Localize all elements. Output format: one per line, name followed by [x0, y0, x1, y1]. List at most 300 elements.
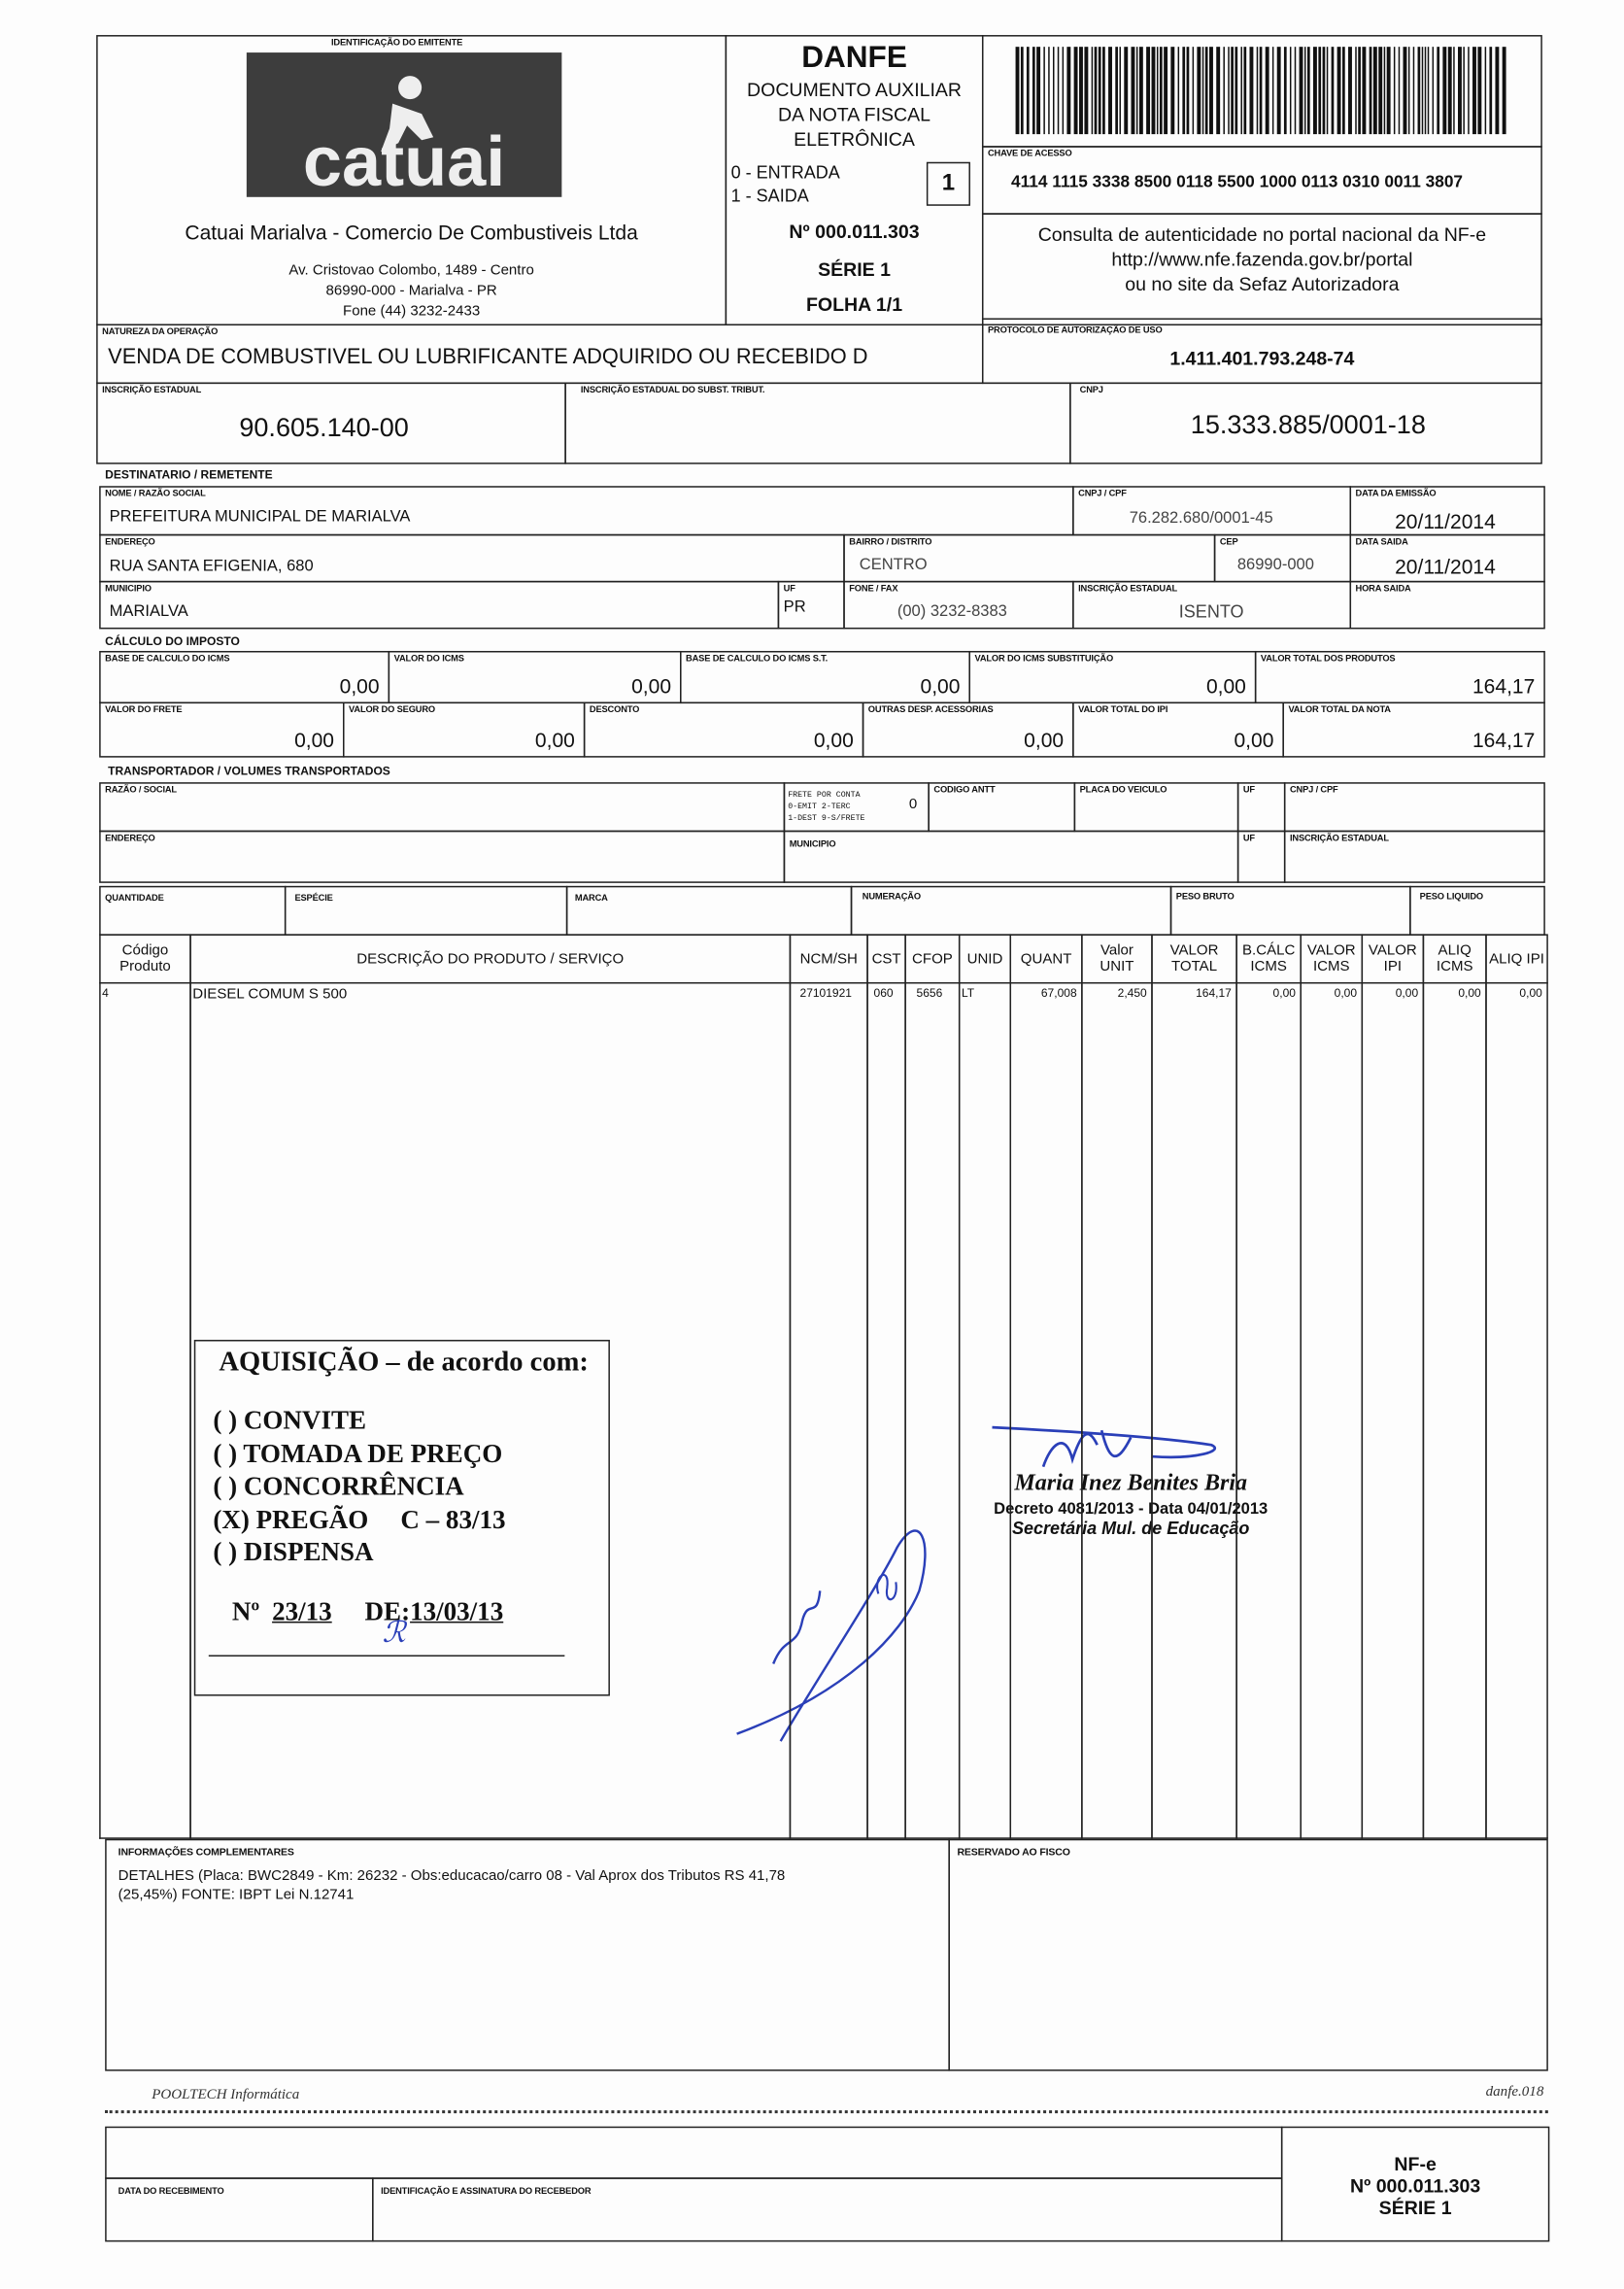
barcode-bar — [1223, 47, 1225, 134]
dest-bairro-label: BAIRRO / DISTRITO — [849, 536, 932, 548]
danfe-title: DANFE — [801, 41, 907, 75]
barcode-bar — [1337, 47, 1341, 134]
imposto-cell — [343, 702, 585, 758]
barcode-bar — [1164, 47, 1167, 134]
barcode-bar — [1307, 47, 1310, 134]
fisco-box — [948, 1839, 1547, 2071]
transp-antt-label: CODIGO ANTT — [933, 785, 996, 796]
table-column — [189, 982, 791, 1839]
stamp-numero-prefix: Nº — [231, 1596, 260, 1626]
barcode-bar — [1048, 47, 1050, 134]
barcode-bar — [1485, 47, 1487, 134]
chave-value: 4114 1115 3338 8500 0118 5500 1000 0113 0310 0011 3807 — [1011, 173, 1464, 191]
table-header: UNID — [959, 934, 1011, 983]
table-column — [866, 982, 906, 1839]
cnpj-emitente-label: CNPJ — [1079, 385, 1103, 396]
barcode-bar — [1243, 47, 1246, 134]
transp-ie-box — [1284, 831, 1545, 883]
dest-cnpj-label: CNPJ / CPF — [1078, 489, 1127, 499]
table-column — [1300, 982, 1363, 1839]
table-column — [790, 982, 868, 1839]
dest-saida: 20/11/2014 — [1395, 554, 1496, 578]
barcode-bar — [1300, 47, 1303, 134]
dest-bairro-box — [843, 534, 1215, 583]
barcode-bar — [1362, 47, 1366, 134]
barcode-bar — [1231, 47, 1234, 134]
footer-version: danfe.018 — [1485, 2084, 1544, 2101]
barcode-bar — [1058, 47, 1060, 134]
transp-razao-label: RAZÃO / SOCIAL — [105, 785, 177, 796]
imposto-cell — [680, 651, 970, 703]
barcode-bar — [1422, 47, 1424, 134]
stamp-pregao-ref: C – 83/13 — [400, 1504, 506, 1534]
inscricao-st-label: INSCRIÇÃO ESTADUAL DO SUBST. TRIBUT. — [580, 385, 765, 396]
dest-ie-label: INSCRIÇÃO ESTADUAL — [1078, 583, 1178, 595]
dest-cep: 86990-000 — [1236, 556, 1314, 574]
barcode-bar — [1408, 47, 1410, 134]
barcode-bar — [1404, 47, 1407, 134]
consulta-line-1: Consulta de autenticidade no portal nacional da NF-e — [1037, 222, 1487, 246]
barcode-bar — [1178, 47, 1180, 134]
transporte-section: TRANSPORTADOR / VOLUMES TRANSPORTADOS — [108, 765, 390, 778]
fisco-label: RESERVADO AO FISCO — [957, 1847, 1070, 1859]
barcode-bar — [1102, 47, 1105, 134]
canhoto-data-label: DATA DO RECEBIMENTO — [118, 2186, 224, 2197]
table-column — [1235, 982, 1302, 1839]
barcode-bar — [1228, 47, 1230, 134]
stamp-data-prefix: DE: — [364, 1596, 411, 1626]
consulta-url[interactable]: http://www.nfe.fazenda.gov.br/portal — [1111, 248, 1413, 270]
frete-value: 0 — [908, 797, 918, 813]
tipo-box: 1 — [927, 162, 970, 206]
table-cell: 5656 — [916, 986, 943, 1001]
barcode-bar — [1092, 47, 1094, 134]
barcode-bar — [1074, 47, 1078, 134]
stamp-title: AQUISIÇÃO – de acordo com: — [219, 1347, 589, 1379]
emitente-city: 86990-000 - Marialva - PR — [325, 283, 497, 299]
barcode-bar — [1032, 47, 1035, 134]
barcode-bar — [1249, 47, 1253, 134]
transp-uf2-box — [1237, 831, 1286, 883]
barcode-bar — [1384, 47, 1386, 134]
dest-emissao-box — [1350, 486, 1545, 535]
barcode-box — [982, 35, 1542, 148]
transp-placa-label: PLACA DO VEICULO — [1079, 785, 1167, 796]
imposto-value: 0,00 — [631, 674, 672, 699]
canhoto-assinatura-box[interactable] — [372, 2177, 1282, 2241]
stamp-data: 13/03/13 — [410, 1596, 504, 1626]
stamp-option-concorrencia: ( ) CONCORRÊNCIA — [213, 1471, 464, 1501]
transp-uf2-label: UF — [1242, 833, 1255, 844]
stamp-option-tomada: ( ) TOMADA DE PREÇO — [213, 1438, 503, 1468]
table-cell: 0,00 — [1458, 986, 1481, 1001]
barcode-bar — [1240, 47, 1242, 134]
transp-municipio-label: MUNICIPIO — [789, 838, 836, 850]
barcode-bar — [1146, 47, 1150, 134]
barcode-bar — [1063, 47, 1065, 134]
imposto-label: VALOR TOTAL DA NOTA — [1288, 704, 1391, 716]
info-line-2: (25,45%) FONTE: IBPT Lei N.12741 — [118, 1887, 355, 1903]
table-header: DESCRIÇÃO DO PRODUTO / SERVIÇO — [189, 934, 791, 983]
barcode-bar — [1442, 47, 1446, 134]
dest-saida-box — [1350, 534, 1545, 583]
dest-uf-label: UF — [783, 583, 795, 595]
table-column — [1151, 982, 1237, 1839]
barcode-bar — [1066, 47, 1070, 134]
dest-emissao: 20/11/2014 — [1395, 509, 1496, 533]
imposto-cell — [99, 702, 344, 758]
vol-especie-label: ESPÉCIE — [294, 893, 333, 904]
canhoto-nfe-box — [1281, 2127, 1549, 2242]
imposto-label: VALOR TOTAL DO IPI — [1078, 704, 1168, 716]
barcode-bar — [1016, 47, 1020, 134]
danfe-box — [726, 35, 984, 325]
imposto-section: CÁLCULO DO IMPOSTO — [105, 634, 240, 648]
frete-option-2: 0-EMIT 2-TERC — [788, 801, 851, 812]
dest-municipio-box — [99, 581, 779, 630]
imposto-cell — [99, 651, 389, 703]
imposto-label: VALOR DO SEGURO — [349, 704, 436, 716]
emitente-address: Av. Cristovao Colombo, 1489 - Centro — [288, 262, 534, 279]
barcode-bar — [1036, 47, 1040, 134]
dest-hora-box — [1350, 581, 1545, 630]
stamp-option-convite: ( ) CONVITE — [213, 1405, 367, 1435]
emitente-label: IDENTIFICAÇÃO DO EMITENTE — [330, 38, 463, 49]
barcode-bar — [1495, 47, 1499, 134]
barcode-bar — [1370, 47, 1372, 134]
destinatario-section: DESTINATARIO / REMETENTE — [105, 468, 273, 482]
table-header: ALIQ ICMS — [1423, 934, 1487, 983]
barcode-bar — [1489, 47, 1492, 134]
canhoto-data-box[interactable] — [105, 2177, 373, 2241]
table-header: QUANT — [1010, 934, 1083, 983]
danfe-subtitle-3: ELETRÔNICA — [794, 128, 915, 151]
dest-fone: (00) 3232-8383 — [897, 602, 1007, 621]
barcode-bar — [1021, 47, 1024, 134]
barcode-bar — [1378, 47, 1382, 134]
table-header: B.CÁLC ICMS — [1235, 934, 1302, 983]
dest-endereco-label: ENDEREÇO — [105, 536, 155, 548]
transp-endereco-box — [99, 831, 785, 883]
inscricao-label: INSCRIÇÃO ESTADUAL — [102, 385, 202, 396]
table-header: Código Produto — [99, 934, 191, 983]
imposto-label: VALOR DO ICMS — [393, 653, 464, 665]
dest-fone-label: FONE / FAX — [849, 583, 898, 595]
barcode-bar — [1394, 47, 1396, 134]
vol-marca-label: MARCA — [574, 893, 608, 904]
protocolo-value: 1.411.401.793.248-74 — [1169, 347, 1355, 370]
imposto-value: 0,00 — [294, 728, 335, 752]
table-cell: 0,00 — [1334, 986, 1358, 1001]
barcode-bar — [1472, 47, 1476, 134]
emitente-name: Catuai Marialva - Comercio De Combustiveis Ltda — [185, 220, 638, 244]
barcode-icon — [1016, 47, 1512, 134]
protocolo-box — [982, 318, 1542, 384]
barcode-bar — [1272, 47, 1274, 134]
imposto-label: BASE DE CALCULO DO ICMS S.T. — [686, 653, 829, 665]
transp-uf-box — [1237, 782, 1286, 832]
consulta-line-3: ou no site da Sefaz Autorizadora — [1125, 272, 1400, 295]
barcode-bar — [1433, 47, 1435, 134]
table-cell: 0,00 — [1272, 986, 1296, 1001]
barcode-bar — [1182, 47, 1185, 134]
barcode-bar — [1327, 47, 1329, 134]
imposto-value: 0,00 — [920, 674, 961, 699]
imposto-cell — [1072, 702, 1284, 758]
info-line-1: DETALHES (Placa: BWC2849 - Km: 26232 - Obs:educacao/carro 08 - Val Aprox dos Tributos RS 41,78 — [118, 1867, 786, 1885]
dest-uf: PR — [783, 598, 806, 616]
dest-hora-label: HORA SAIDA — [1355, 583, 1411, 595]
dest-cep-box — [1214, 534, 1351, 583]
dest-nome-label: NOME / RAZÃO SOCIAL — [105, 489, 206, 499]
transp-cnpj-box — [1284, 782, 1545, 832]
barcode-bar — [1463, 47, 1465, 134]
table-header: CST — [866, 934, 906, 983]
table-column — [99, 982, 191, 1839]
natureza-box — [96, 324, 983, 384]
inscricao-value: 90.605.140-00 — [239, 413, 409, 443]
barcode-bar — [1209, 47, 1213, 134]
table-header: VALOR TOTAL — [1151, 934, 1237, 983]
barcode-bar — [1266, 47, 1269, 134]
dest-bairro: CENTRO — [859, 556, 928, 574]
natureza-label: NATUREZA DA OPERAÇÃO — [102, 326, 219, 338]
info-label: INFORMAÇÕES COMPLEMENTARES — [118, 1847, 294, 1859]
imposto-cell — [863, 702, 1074, 758]
transp-municipio-box — [784, 831, 1239, 883]
barcode-bar — [1099, 47, 1101, 134]
dest-municipio-label: MUNICIPIO — [105, 583, 152, 595]
frete-option-3: 1-DEST 9-S/FRETE — [788, 812, 865, 824]
barcode-bar — [1160, 47, 1163, 134]
cut-line — [105, 2110, 1548, 2113]
dest-cep-label: CEP — [1219, 536, 1238, 548]
barcode-bar — [1358, 47, 1361, 134]
table-column — [1010, 982, 1083, 1839]
dest-nome: PREFEITURA MUNICIPAL DE MARIALVA — [109, 507, 411, 526]
canhoto-numero: Nº 000.011.303 — [1350, 2174, 1481, 2197]
table-cell: 2,450 — [1117, 986, 1147, 1001]
vol-peso-bruto-box — [1170, 886, 1411, 936]
catuai-logo — [247, 52, 561, 202]
barcode-bar — [1157, 47, 1159, 134]
transp-antt-box — [928, 782, 1075, 832]
dest-fone-box — [843, 581, 1073, 630]
consulta-box — [982, 213, 1542, 325]
canhoto-serie: SÉRIE 1 — [1378, 2196, 1452, 2219]
imposto-value: 0,00 — [1205, 674, 1246, 699]
barcode-bar — [1115, 47, 1118, 134]
barcode-bar — [1437, 47, 1439, 134]
vol-peso-bruto-label: PESO BRUTO — [1175, 891, 1235, 903]
danfe-subtitle-1: DOCUMENTO AUXILIAR — [747, 79, 963, 101]
vol-quantidade-label: QUANTIDADE — [105, 893, 164, 904]
signature-name: Maria Inez Benites Bria — [1014, 1471, 1248, 1496]
imposto-cell — [389, 651, 682, 703]
frete-option-1: FRETE POR CONTA — [788, 789, 861, 801]
barcode-bar — [1124, 47, 1128, 134]
dest-ie: ISENTO — [1178, 600, 1244, 622]
barcode-bar — [1193, 47, 1195, 134]
barcode-bar — [1453, 47, 1455, 134]
stamp-option-pregao: (X) PREGÃO — [213, 1504, 369, 1534]
imposto-value: 164,17 — [1472, 674, 1536, 699]
dest-saida-label: DATA SAIDA — [1355, 536, 1408, 548]
dest-uf-box — [778, 581, 845, 630]
danfe-serie: SÉRIE 1 — [818, 257, 891, 281]
canhoto-assinatura-label: IDENTIFICAÇÃO E ASSINATURA DO RECEBEDOR — [381, 2186, 592, 2197]
inscricao-st-box — [564, 383, 1070, 464]
table-cell: 0,00 — [1519, 986, 1542, 1001]
table-cell: 164,17 — [1196, 986, 1232, 1001]
stamp-option-dispensa: ( ) DISPENSA — [213, 1536, 374, 1566]
barcode-bar — [1290, 47, 1292, 134]
table-cell: 27101921 — [799, 986, 852, 1001]
dest-cnpj: 76.282.680/0001-45 — [1129, 509, 1273, 528]
dest-ie-box — [1072, 581, 1351, 630]
table-column — [904, 982, 960, 1839]
barcode-bar — [1304, 47, 1306, 134]
table-cell: 4 — [102, 986, 109, 1001]
table-column — [1081, 982, 1153, 1839]
barcode-bar — [1348, 47, 1352, 134]
barcode-bar — [1277, 47, 1281, 134]
table-column — [1423, 982, 1487, 1839]
signature-decreto: Decreto 4081/2013 - Data 04/01/2013 — [994, 1500, 1269, 1519]
transp-frete-box — [784, 782, 930, 832]
imposto-cell — [584, 702, 863, 758]
saida-label: 1 - SAIDA — [730, 185, 809, 206]
table-header: Valor UNIT — [1081, 934, 1153, 983]
barcode-bar — [1205, 47, 1208, 134]
table-header: VALOR IPI — [1362, 934, 1425, 983]
barcode-bar — [1355, 47, 1357, 134]
barcode-bar — [1468, 47, 1470, 134]
dest-nome-box — [99, 486, 1073, 535]
barcode-bar — [1152, 47, 1156, 134]
vol-peso-liquido-label: PESO LIQUIDO — [1419, 891, 1483, 903]
barcode-bar — [1387, 47, 1391, 134]
barcode-bar — [1043, 47, 1045, 134]
table-cell: 0,00 — [1395, 986, 1419, 1001]
cnpj-emitente-value: 15.333.885/0001-18 — [1190, 410, 1426, 440]
transp-uf-label: UF — [1242, 785, 1255, 796]
table-header: VALOR ICMS — [1300, 934, 1363, 983]
barcode-bar — [1132, 47, 1135, 134]
barcode-bar — [1216, 47, 1220, 134]
imposto-label: VALOR TOTAL DOS PRODUTOS — [1260, 653, 1396, 665]
logo-text: catuai — [302, 123, 506, 202]
barcode-bar — [1295, 47, 1297, 134]
barcode-bar — [1413, 47, 1415, 134]
barcode-bar — [1323, 47, 1326, 134]
table-cell: 67,008 — [1040, 986, 1077, 1001]
barcode-bar — [1187, 47, 1190, 134]
table-column — [1362, 982, 1425, 1839]
barcode-bar — [1342, 47, 1345, 134]
imposto-label: BASE DE CALCULO DO ICMS — [105, 653, 230, 665]
table-cell: LT — [961, 986, 975, 1001]
imposto-value: 0,00 — [339, 674, 380, 699]
barcode-bar — [1425, 47, 1427, 134]
barcode-bar — [1235, 47, 1237, 134]
imposto-cell — [1255, 651, 1545, 703]
inscricao-box — [96, 383, 566, 464]
barcode-bar — [1477, 47, 1481, 134]
barcode-bar — [1084, 47, 1088, 134]
transp-placa-box — [1074, 782, 1239, 832]
vol-peso-liquido-box — [1409, 886, 1545, 936]
imposto-value: 0,00 — [1234, 728, 1274, 752]
dest-endereco-box — [99, 534, 845, 583]
canhoto-top-box — [105, 2127, 1282, 2179]
imposto-label: VALOR DO ICMS SUBSTITUIÇÃO — [974, 653, 1114, 665]
table-header: NCM/SH — [790, 934, 868, 983]
footer-software: POOLTECH Informática — [152, 2087, 300, 2103]
cnpj-emitente-box — [1069, 383, 1542, 464]
barcode-bar — [1428, 47, 1430, 134]
table-column — [959, 982, 1011, 1839]
canhoto-nfe: NF-e — [1394, 2152, 1437, 2175]
table-cell: 060 — [873, 986, 894, 1001]
barcode-bar — [1197, 47, 1201, 134]
barcode-bar — [1079, 47, 1083, 134]
table-header: ALIQ IPI — [1485, 934, 1548, 983]
danfe-numero: Nº 000.011.303 — [789, 220, 920, 243]
barcode-bar — [1170, 47, 1174, 134]
natureza-value: VENDA DE COMBUSTIVEL OU LUBRIFICANTE ADQUIRIDO OU RECEBIDO D — [108, 346, 868, 370]
barcode-bar — [1095, 47, 1098, 134]
barcode-bar — [1318, 47, 1321, 134]
barcode-bar — [1458, 47, 1462, 134]
imposto-value: 0,00 — [813, 728, 854, 752]
info-box — [105, 1839, 950, 2071]
table-cell: DIESEL COMUM S 500 — [192, 986, 348, 1004]
barcode-bar — [1373, 47, 1377, 134]
barcode-bar — [1139, 47, 1143, 134]
vol-numeracao-label: NUMERAÇÃO — [862, 891, 921, 903]
danfe-subtitle-2: DA NOTA FISCAL — [778, 103, 931, 126]
barcode-bar — [1284, 47, 1287, 134]
chave-label: CHAVE DE ACESSO — [987, 149, 1072, 159]
entrada-label: 0 - ENTRADA — [730, 161, 840, 183]
barcode-bar — [1027, 47, 1030, 134]
initials-mark: ℛ — [382, 1617, 406, 1650]
imposto-value: 0,00 — [1024, 728, 1065, 752]
barcode-bar — [1257, 47, 1259, 134]
vol-quantidade-box — [99, 886, 286, 936]
imposto-value: 164,17 — [1472, 728, 1536, 752]
imposto-label: DESCONTO — [589, 704, 640, 716]
imposto-cell — [968, 651, 1256, 703]
table-bottom-line — [99, 1837, 1548, 1839]
vol-marca-box — [566, 886, 852, 936]
dest-emissao-label: DATA DA EMISSÃO — [1355, 489, 1437, 499]
barcode-bar — [1260, 47, 1263, 134]
vol-numeracao-box — [851, 886, 1171, 936]
dest-endereco: RUA SANTA EFIGENIA, 680 — [109, 557, 314, 575]
emitente-box — [96, 35, 727, 325]
table-header: CFOP — [904, 934, 960, 983]
barcode-bar — [1202, 47, 1204, 134]
barcode-bar — [1448, 47, 1452, 134]
barcode-bar — [1119, 47, 1121, 134]
barcode-bar — [1503, 47, 1506, 134]
transp-cnpj-label: CNPJ / CPF — [1289, 785, 1338, 796]
barcode-bar — [1108, 47, 1112, 134]
imposto-label: OUTRAS DESP. ACESSORIAS — [867, 704, 994, 716]
barcode-bar — [1053, 47, 1055, 134]
